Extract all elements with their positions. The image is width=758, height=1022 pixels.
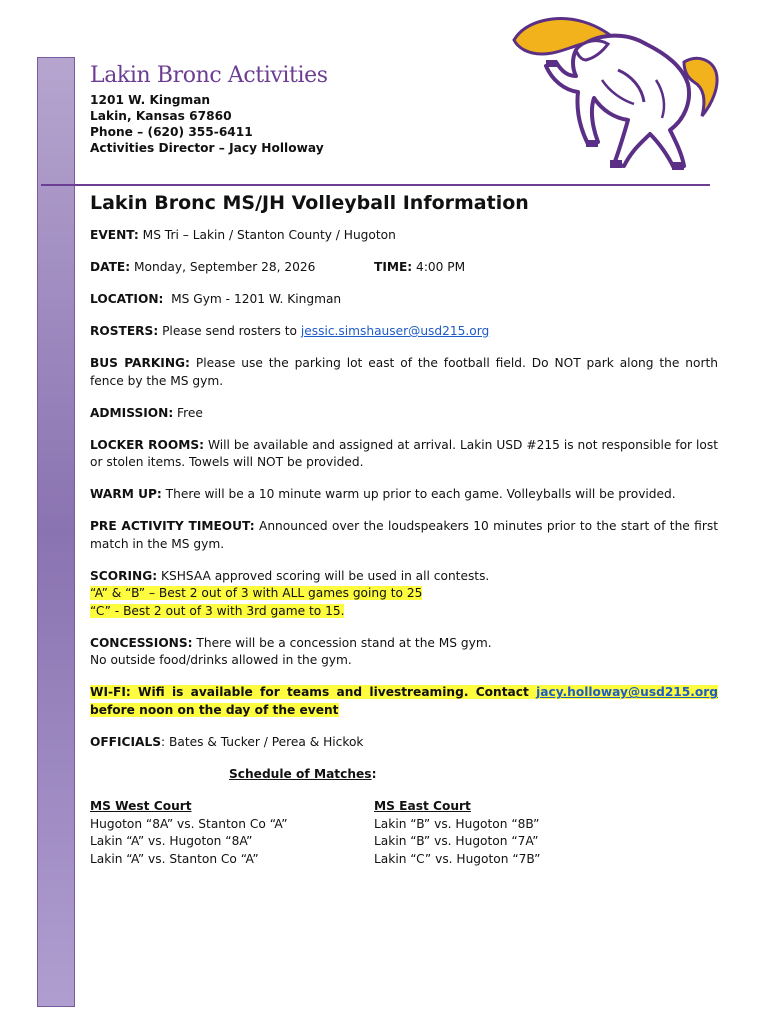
- org-name: Lakin Bronc Activities: [90, 63, 328, 88]
- address-line-1: 1201 W. Kingman: [90, 93, 211, 107]
- scoring-para: [90, 568, 718, 621]
- east-match-2: Lakin “B” vs. Hugoton “7A”: [374, 834, 539, 849]
- wifi-para: [90, 684, 718, 719]
- bus-value: Please use the parking lot east of the football field. Do NOT park along the north fence by the MS gym.: [90, 355, 718, 388]
- bronco-horse-icon: [506, 10, 722, 176]
- scoring-ab-rule: “A” & “B” – Best 2 out of 3 with ALL games going to 25: [90, 586, 423, 601]
- west-match-2: Lakin “A” vs. Hugoton “8A”: [90, 834, 253, 849]
- schedule-title: Schedule of Matches: [229, 766, 372, 781]
- east-match-3: Lakin “C” vs. Hugoton “7B”: [374, 851, 541, 866]
- locker-rooms-para: [90, 437, 718, 472]
- officials-label: OFFICIALS: [90, 734, 162, 749]
- west-court-column: [90, 798, 374, 868]
- west-match-1: Hugoton “8A” vs. Stanton Co “A”: [90, 816, 288, 831]
- rosters-value: Please send rosters to: [158, 323, 301, 338]
- officials-line: [90, 734, 718, 752]
- schedule-columns: [90, 798, 718, 868]
- bus-label: BUS PARKING:: [90, 355, 190, 370]
- admission-value: Free: [173, 405, 203, 420]
- scoring-c-rule: “C” - Best 2 out of 3 with 3rd game to 15.: [90, 603, 345, 618]
- date-label: DATE:: [90, 259, 131, 274]
- locker-value: Will be available and assigned at arrival. Lakin USD #215 is not responsible for lost or stolen items. Towels will NOT be provided.: [90, 437, 718, 470]
- rosters-email-link[interactable]: jessic.simshauser@usd215.org: [300, 323, 490, 338]
- warm-up-para: [90, 486, 718, 504]
- sidebar-band: [37, 57, 75, 1007]
- header-divider: [41, 184, 710, 186]
- concessions-para: [90, 635, 718, 670]
- location-line: [90, 291, 718, 309]
- admission-line: [90, 405, 718, 423]
- location-label: LOCATION:: [90, 291, 164, 306]
- event-label: EVENT:: [90, 228, 139, 242]
- scoring-label: SCORING:: [90, 568, 158, 583]
- page-title: Lakin Bronc MS/JH Volleyball Information: [90, 192, 529, 214]
- scoring-value: KSHSAA approved scoring will be used in all contests.: [157, 568, 490, 583]
- time-value: 4:00 PM: [412, 259, 466, 274]
- wifi-label: WI-FI:: [90, 685, 131, 700]
- east-court-heading: MS East Court: [374, 798, 471, 813]
- east-match-1: Lakin “B” vs. Hugoton “8B”: [374, 816, 540, 831]
- east-court-column: [374, 798, 658, 868]
- wifi-value: Wifi is available for teams and livestreaming. Contact: [130, 685, 537, 700]
- schedule-heading: [90, 766, 718, 784]
- event-line: [90, 227, 718, 245]
- bus-parking-para: [90, 355, 718, 390]
- timeout-para: [90, 518, 718, 553]
- timeout-value: Announced over the loudspeakers 10 minutes prior to the start of the first match in the MS gym.: [90, 519, 718, 551]
- warmup-value: There will be a 10 minute warm up prior to each game. Volleyballs will be provided.: [161, 487, 676, 502]
- date-time-line: [90, 259, 718, 277]
- concessions-note: No outside food/drinks allowed in the gym.: [90, 653, 352, 668]
- west-court-heading: MS West Court: [90, 798, 192, 813]
- concessions-value: There will be a concession stand at the MS gym.: [192, 635, 492, 650]
- letterhead: [90, 60, 328, 156]
- document-body: [90, 187, 718, 868]
- concessions-label: CONCESSIONS:: [90, 635, 193, 650]
- admission-label: ADMISSION:: [90, 405, 174, 420]
- address-line-2: Lakin, Kansas 67860: [90, 109, 232, 123]
- time-label: TIME:: [374, 259, 413, 274]
- timeout-label: PRE ACTIVITY TIMEOUT:: [90, 519, 255, 534]
- location-value: MS Gym - 1201 W. Kingman: [163, 291, 342, 306]
- event-value: MS Tri – Lakin / Stanton County / Hugoton: [138, 228, 396, 242]
- locker-label: LOCKER ROOMS:: [90, 437, 205, 452]
- rosters-line: [90, 323, 718, 341]
- phone-line: Phone – (620) 355-6411: [90, 125, 253, 139]
- schedule-colon: :: [371, 766, 377, 781]
- wifi-tail: before noon on the day of the event: [90, 702, 339, 717]
- warmup-label: WARM UP:: [90, 487, 162, 502]
- rosters-label: ROSTERS:: [90, 323, 159, 338]
- director-line: Activities Director – Jacy Holloway: [90, 141, 324, 155]
- wifi-email-link[interactable]: jacy.holloway@usd215.org: [536, 685, 718, 700]
- time-group: [374, 259, 465, 277]
- date-value: Monday, September 28, 2026: [130, 259, 316, 274]
- officials-value: : Bates & Tucker / Perea & Hickok: [161, 734, 364, 749]
- west-match-3: Lakin “A” vs. Stanton Co “A”: [90, 851, 259, 866]
